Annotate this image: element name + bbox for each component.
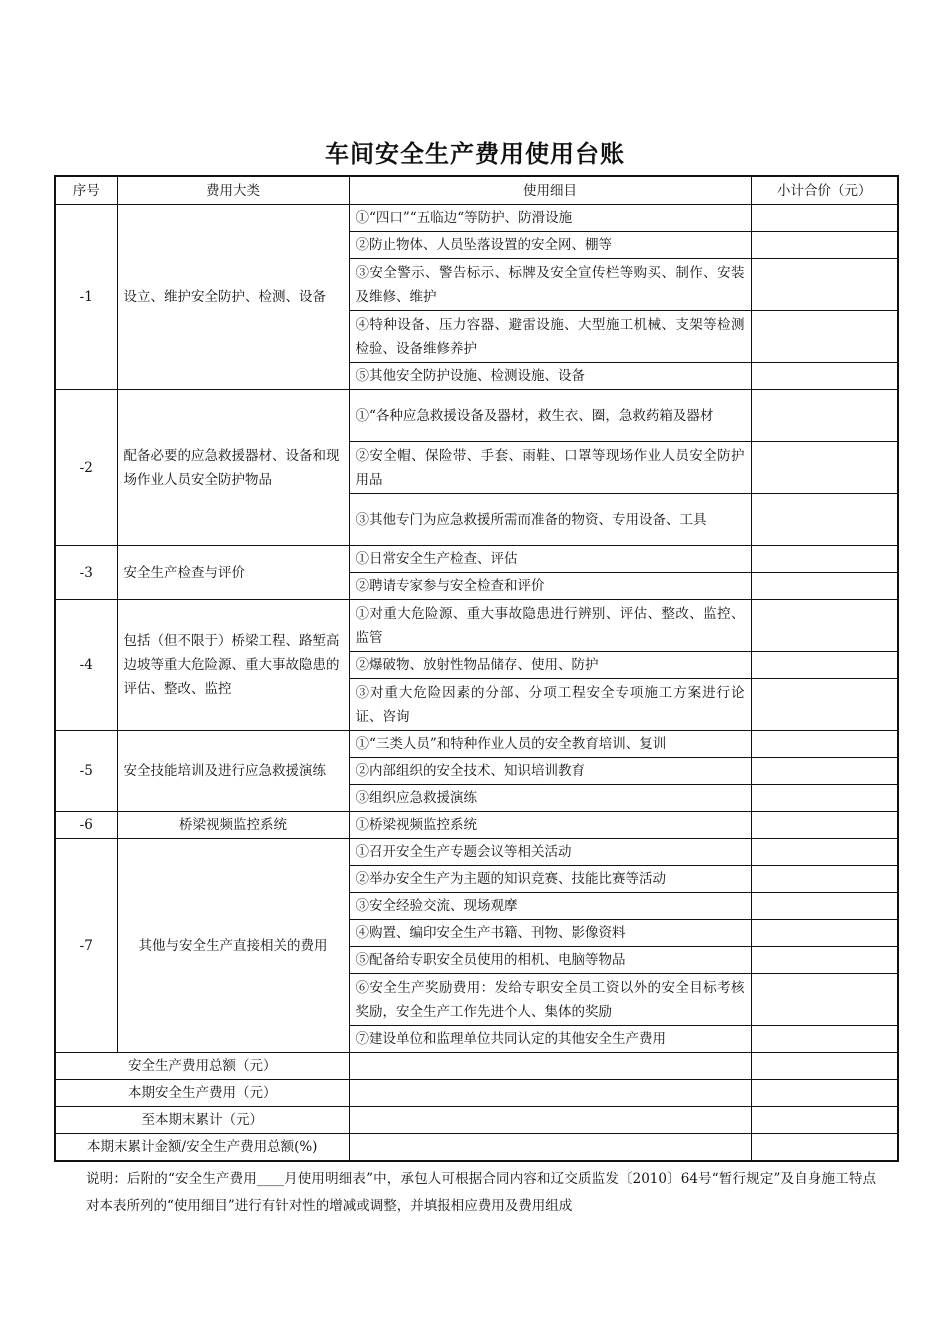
subtotal-cell[interactable]	[751, 259, 898, 311]
detail-cell: ②防止物体、人员坠落设置的安全网、棚等	[349, 232, 751, 259]
summary-value-cell[interactable]	[349, 1053, 751, 1080]
subtotal-cell[interactable]	[751, 442, 898, 494]
detail-cell: ②聘请专家参与安全检查和评价	[349, 573, 751, 600]
subtotal-cell[interactable]	[751, 573, 898, 600]
subtotal-cell[interactable]	[751, 893, 898, 920]
subtotal-cell[interactable]	[751, 947, 898, 974]
seq-cell: -3	[55, 546, 117, 600]
detail-cell: ④购置、编印安全生产书籍、刊物、影像资料	[349, 920, 751, 947]
detail-cell: ①“三类人员”和特种作业人员的安全教育培训、复训	[349, 731, 751, 758]
subtotal-cell[interactable]	[751, 600, 898, 652]
seq-cell: -2	[55, 390, 117, 546]
header-row	[55, 176, 898, 205]
detail-cell: ③组织应急救援演练	[349, 785, 751, 812]
table-row	[55, 731, 898, 758]
detail-cell: ⑥安全生产奖励费用：发给专职安全员工资以外的安全目标考核奖励，安全生产工作先进个人、集体的奖励	[349, 974, 751, 1026]
summary-subtotal-cell[interactable]	[751, 1080, 898, 1107]
subtotal-cell[interactable]	[751, 758, 898, 785]
summary-row	[55, 1107, 898, 1134]
subtotal-cell[interactable]	[751, 546, 898, 573]
subtotal-cell[interactable]	[751, 494, 898, 546]
category-cell: 设立、维护安全防护、检测、设备	[117, 205, 349, 390]
detail-cell: ①召开安全生产专题会议等相关活动	[349, 839, 751, 866]
subtotal-cell[interactable]	[751, 731, 898, 758]
table-row	[55, 812, 898, 839]
footnote: 说明：后附的“安全生产费用____月使用明细表”中，承包人可根据合同内容和辽交质监发〔2010〕64号“暂行规定”及自身施工特点对本表所列的“使用细目”进行有针对性的增减或调整，并填报相应费用及费用组成	[86, 1171, 876, 1214]
summary-label: 本期末累计金额/安全生产费用总额(%)	[55, 1134, 349, 1161]
subtotal-cell[interactable]	[751, 812, 898, 839]
subtotal-cell[interactable]	[751, 785, 898, 812]
summary-row	[55, 1080, 898, 1107]
detail-cell: ⑦建设单位和监理单位共同认定的其他安全生产费用	[349, 1026, 751, 1053]
seq-cell: -7	[55, 839, 117, 1053]
summary-label: 安全生产费用总额（元）	[55, 1053, 349, 1080]
detail-cell: ③其他专门为应急救援所需而准备的物资、专用设备、工具	[349, 494, 751, 546]
summary-value-cell[interactable]	[349, 1080, 751, 1107]
subtotal-cell[interactable]	[751, 866, 898, 893]
detail-cell: ④特种设备、压力容器、避雷设施、大型施工机械、支架等检测检验、设备维修养护	[349, 311, 751, 363]
seq-cell: -4	[55, 600, 117, 731]
summary-row	[55, 1053, 898, 1080]
subtotal-cell[interactable]	[751, 363, 898, 390]
subtotal-cell[interactable]	[751, 974, 898, 1026]
header-detail: 使用细目	[349, 176, 751, 205]
expense-ledger-table	[54, 175, 899, 1162]
detail-cell: ①对重大危险源、重大事故隐患进行辨别、评估、整改、监控、监管	[349, 600, 751, 652]
detail-cell: ②举办安全生产为主题的知识竞赛、技能比赛等活动	[349, 866, 751, 893]
subtotal-cell[interactable]	[751, 920, 898, 947]
detail-cell: ③安全经验交流、现场观摩	[349, 893, 751, 920]
detail-cell: ②安全帽、保险带、手套、雨鞋、口罩等现场作业人员安全防护用品	[349, 442, 751, 494]
table-row	[55, 600, 898, 652]
summary-row	[55, 1134, 898, 1161]
header-subtotal: 小计合价（元）	[751, 176, 898, 205]
detail-cell: ③对重大危险因素的分部、分项工程安全专项施工方案进行论证、咨询	[349, 679, 751, 731]
page-title: 车间安全生产费用使用台账	[325, 140, 625, 168]
table-row	[55, 546, 898, 573]
table-row	[55, 205, 898, 232]
seq-cell: -1	[55, 205, 117, 390]
detail-cell: ②爆破物、放射性物品储存、使用、防护	[349, 652, 751, 679]
header-seq: 序号	[55, 176, 117, 205]
category-cell: 其他与安全生产直接相关的费用	[117, 839, 349, 1053]
detail-cell: ⑤配备给专职安全员使用的相机、电脑等物品	[349, 947, 751, 974]
subtotal-cell[interactable]	[751, 232, 898, 259]
summary-label: 本期安全生产费用（元）	[55, 1080, 349, 1107]
category-cell: 桥梁视频监控系统	[117, 812, 349, 839]
subtotal-cell[interactable]	[751, 390, 898, 442]
seq-cell: -6	[55, 812, 117, 839]
detail-cell: ②内部组织的安全技术、知识培训教育	[349, 758, 751, 785]
summary-value-cell[interactable]	[349, 1107, 751, 1134]
detail-cell: ①“四口”“五临边“等防护、防滑设施	[349, 205, 751, 232]
detail-cell: ①日常安全生产检查、评估	[349, 546, 751, 573]
table-row	[55, 390, 898, 442]
summary-label: 至本期末累计（元）	[55, 1107, 349, 1134]
subtotal-cell[interactable]	[751, 679, 898, 731]
category-cell: 安全技能培训及进行应急救援演练	[117, 731, 349, 812]
category-cell: 安全生产检查与评价	[117, 546, 349, 600]
summary-subtotal-cell[interactable]	[751, 1107, 898, 1134]
summary-subtotal-cell[interactable]	[751, 1053, 898, 1080]
detail-cell: ③安全警示、警告标示、标牌及安全宣传栏等购买、制作、安装及维修、维护	[349, 259, 751, 311]
header-category: 费用大类	[117, 176, 349, 205]
subtotal-cell[interactable]	[751, 205, 898, 232]
subtotal-cell[interactable]	[751, 652, 898, 679]
detail-cell: ①桥梁视频监控系统	[349, 812, 751, 839]
category-cell: 配备必要的应急救援器材、设备和现场作业人员安全防护物品	[117, 390, 349, 546]
subtotal-cell[interactable]	[751, 1026, 898, 1053]
category-cell: 包括（但不限于）桥梁工程、路堑高边坡等重大危险源、重大事故隐患的评估、整改、监控	[117, 600, 349, 731]
detail-cell: ⑤其他安全防护设施、检测设施、设备	[349, 363, 751, 390]
detail-cell: ①“各种应急救援设备及器材，救生衣、圈，急救药箱及器材	[349, 390, 751, 442]
summary-value-cell[interactable]	[349, 1134, 751, 1161]
summary-subtotal-cell[interactable]	[751, 1134, 898, 1161]
table-row	[55, 839, 898, 866]
subtotal-cell[interactable]	[751, 311, 898, 363]
seq-cell: -5	[55, 731, 117, 812]
subtotal-cell[interactable]	[751, 839, 898, 866]
